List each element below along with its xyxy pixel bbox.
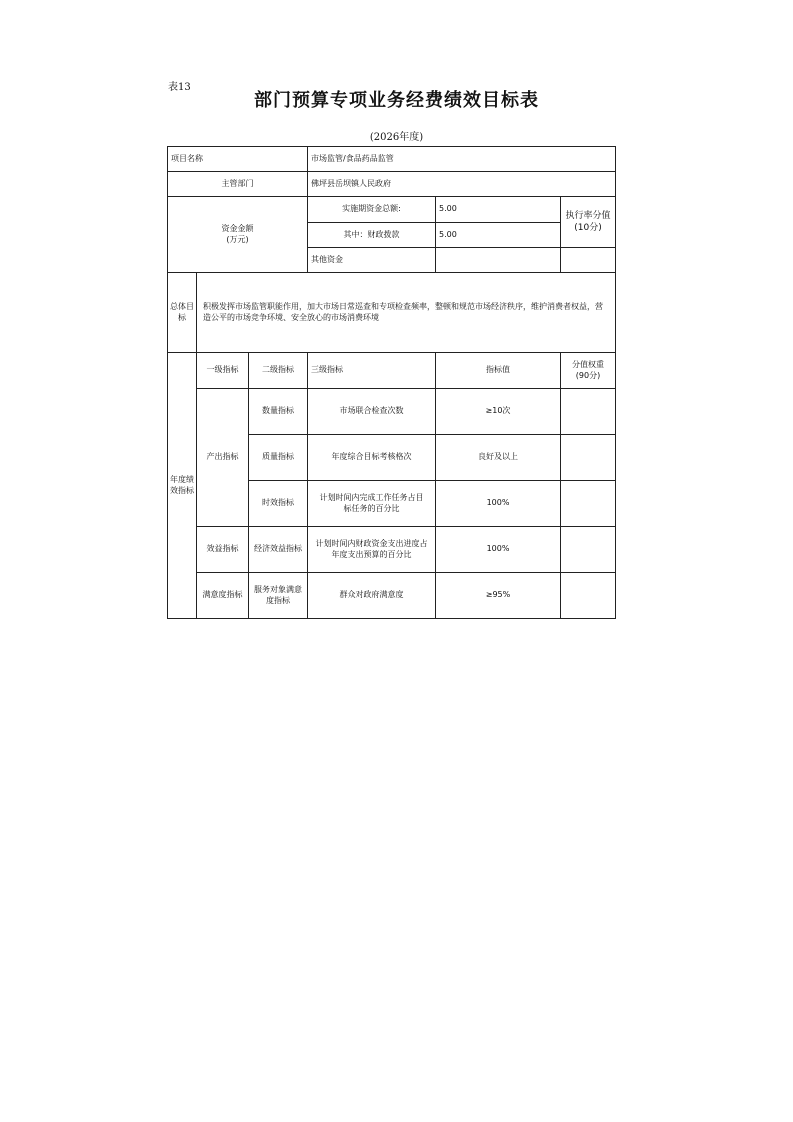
funds-other-value [436,248,561,273]
exec-rate-cell [561,197,616,248]
benefit-indicator-label: 效益指标 [197,527,249,573]
header-level2: 二级指标 [249,353,308,389]
funds-label-cell [168,197,308,273]
header-weight-score: (90分) [575,370,601,380]
level3-cell: 市场联合检查次数 [308,389,436,435]
header-level3: 三级指标 [308,353,436,389]
overall-goal-row [168,273,616,353]
funds-label: 资金金额 [221,223,254,233]
funds-other-empty [561,248,616,273]
weight-cell [561,481,616,527]
funds-total-label: 实施期资金总额: [308,197,436,223]
weight-cell [561,389,616,435]
level2-cell: 时效指标 [249,481,308,527]
department-value: 佛坪县岳坝镇人民政府 [308,172,616,197]
funds-unit: (万元) [226,234,249,244]
table-row [168,573,616,619]
exec-rate-label: 执行率分值 [565,210,611,221]
header-weight-cell [561,353,616,389]
value-cell: 100% [436,481,561,527]
project-name-label: 项目名称 [168,147,308,172]
level2-cell: 质量指标 [249,435,308,481]
project-name-value: 市场监管/食品药品监管 [308,147,616,172]
project-name-row [168,147,616,172]
level3-cell: 计划时间内财政资金支出进度占年度支出预算的百分比 [308,527,436,573]
value-cell: ≥95% [436,573,561,619]
value-cell: ≥10次 [436,389,561,435]
department-row [168,172,616,197]
level3-cell: 计划时间内完成工作任务占目标任务的百分比 [308,481,436,527]
level3-cell: 年度综合目标考核格次 [308,435,436,481]
funds-fiscal-value: 5.00 [436,223,561,248]
level2-cell: 数量指标 [249,389,308,435]
funds-other-label: 其他资金 [308,248,436,273]
level2-cell: 经济效益指标 [249,527,308,573]
header-value: 指标值 [436,353,561,389]
weight-cell [561,573,616,619]
department-label: 主管部门 [168,172,308,197]
funds-fiscal-label: 其中：财政拨款 [308,223,436,248]
header-level1: 一级指标 [197,353,249,389]
value-cell: 良好及以上 [436,435,561,481]
weight-cell [561,435,616,481]
funds-total-value: 5.00 [436,197,561,223]
weight-cell [561,527,616,573]
funds-total-row [168,197,616,223]
overall-goal-label: 总体目标 [168,273,197,353]
performance-table [167,146,616,619]
level2-cell: 服务对象满意度指标 [249,573,308,619]
fiscal-year: (2026年度) [369,132,424,143]
document-title: 部门预算专项业务经费绩效目标表 [254,90,539,111]
level3-cell: 群众对政府满意度 [308,573,436,619]
annual-indicators-label: 年度绩效指标 [168,353,197,619]
value-cell: 100% [436,527,561,573]
table-row [168,527,616,573]
satisfaction-indicator-label: 满意度指标 [197,573,249,619]
output-indicator-label: 产出指标 [197,389,249,527]
header-weight: 分值权重 [572,359,605,369]
table-number: 表13 [168,82,191,93]
table-row [168,389,616,435]
indicator-header-row [168,353,616,389]
overall-goal-text: 积极发挥市场监管职能作用，加大市场日常巡查和专项检查频率，整顿和规范市场经济秩序，维护消费者权益，营造公平的市场竞争环境、安全放心的市场消费环境 [197,273,616,353]
exec-rate-score: (10分) [574,223,602,233]
